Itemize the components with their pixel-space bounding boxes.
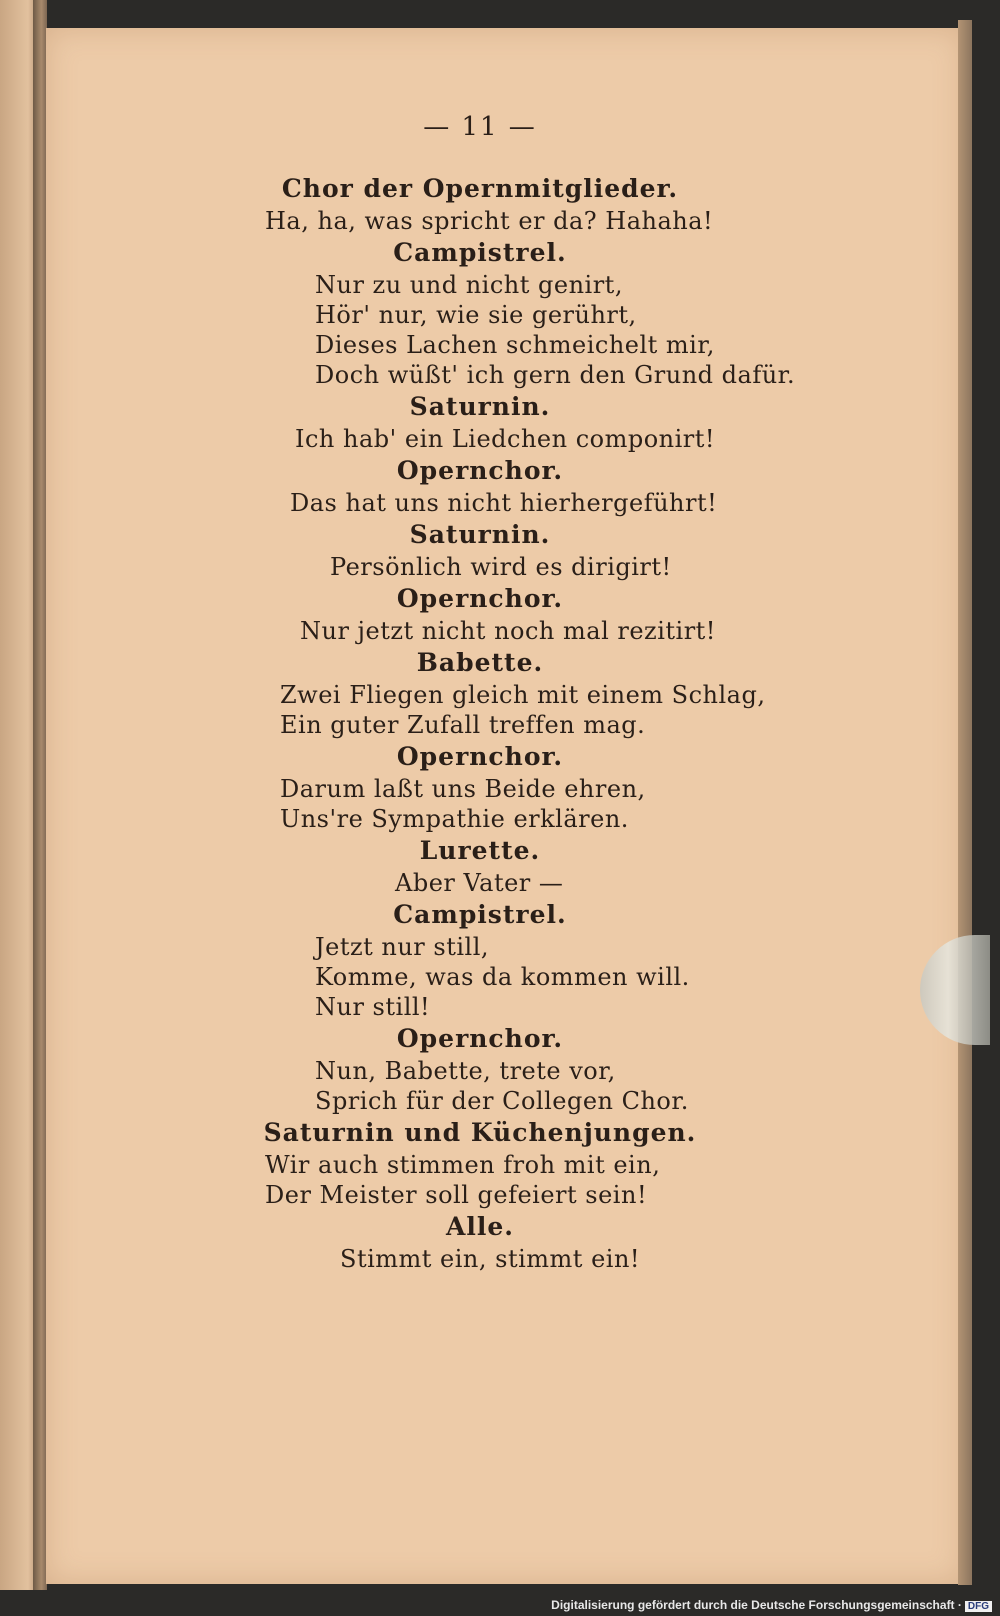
speaker-name: Saturnin.: [409, 520, 551, 549]
verse-line: Hör' nur, wie sie gerührt,: [315, 301, 637, 329]
libretto-text: [0, 172, 960, 1274]
speaker-name: Babette.: [416, 648, 544, 677]
verse-line: Darum laßt uns Beide ehren,: [280, 775, 646, 803]
dialogue-block: [0, 390, 960, 454]
verse-line: Persönlich wird es dirigirt!: [330, 553, 672, 581]
dialogue-block: [0, 834, 960, 898]
footer-text: Digitalisierung gefördert durch die Deutsche Forschungsgemeinschaft ·: [551, 1598, 962, 1612]
verse-line: Ein guter Zufall treffen mag.: [280, 711, 646, 739]
dialogue-block: [0, 518, 960, 582]
verse-line: Wir auch stimmen froh mit ein,: [265, 1151, 661, 1179]
page-number: — 11 —: [423, 112, 537, 142]
verse-line: Das hat uns nicht hierhergeführt!: [290, 489, 718, 517]
verse-line: Doch wüßt' ich gern den Grund dafür.: [315, 361, 796, 389]
speaker-name: Opernchor.: [396, 1024, 564, 1053]
verse-line: Stimmt ein, stimmt ein!: [340, 1245, 641, 1273]
speaker-name: Opernchor.: [396, 584, 564, 613]
speaker-name: Campistrel.: [393, 900, 567, 929]
dialogue-block: [0, 1116, 960, 1210]
verse-line: Dieses Lachen schmeichelt mir,: [315, 331, 715, 359]
verse-line: Nur jetzt nicht noch mal rezitirt!: [300, 617, 716, 645]
speaker-name: Opernchor.: [396, 742, 564, 771]
verse-line: Nun, Babette, trete vor,: [315, 1057, 616, 1085]
verse-line: Zwei Fliegen gleich mit einem Schlag,: [280, 681, 766, 709]
dialogue-block: [0, 172, 960, 236]
speaker-name: Chor der Opernmitglieder.: [281, 174, 679, 203]
dialogue-block: [0, 1022, 960, 1116]
speaker-name: Lurette.: [419, 836, 541, 865]
dialogue-block: [0, 454, 960, 518]
verse-line: Jetzt nur still,: [315, 933, 490, 961]
dialogue-block: [0, 1210, 960, 1274]
verse-line: Ha, ha, was spricht er da? Hahaha!: [265, 207, 714, 235]
dialogue-block: [0, 236, 960, 390]
verse-line: Ich hab' ein Liedchen componirt!: [295, 425, 716, 453]
verse-line: Nur still!: [315, 993, 431, 1021]
dfg-logo: DFG: [965, 1601, 992, 1612]
dialogue-block: [0, 740, 960, 834]
speaker-name: Campistrel.: [393, 238, 567, 267]
verse-line: Komme, was da kommen will.: [315, 963, 690, 991]
verse-line: Nur zu und nicht genirt,: [315, 271, 623, 299]
verse-line: Uns're Sympathie erklären.: [280, 805, 629, 833]
verse-line: Aber Vater —: [395, 869, 564, 897]
verse-line: Der Meister soll gefeiert sein!: [265, 1181, 648, 1209]
speaker-name: Alle.: [445, 1212, 514, 1241]
verse-line: Sprich für der Collegen Chor.: [315, 1087, 689, 1115]
dialogue-block: [0, 898, 960, 1022]
dialogue-block: [0, 646, 960, 740]
dialogue-block: [0, 582, 960, 646]
footer-credit: [551, 1598, 992, 1612]
speaker-name: Saturnin.: [409, 392, 551, 421]
right-page-edge: [958, 20, 972, 1585]
speaker-name: Opernchor.: [396, 456, 564, 485]
speaker-name: Saturnin und Küchenjungen.: [263, 1118, 697, 1147]
